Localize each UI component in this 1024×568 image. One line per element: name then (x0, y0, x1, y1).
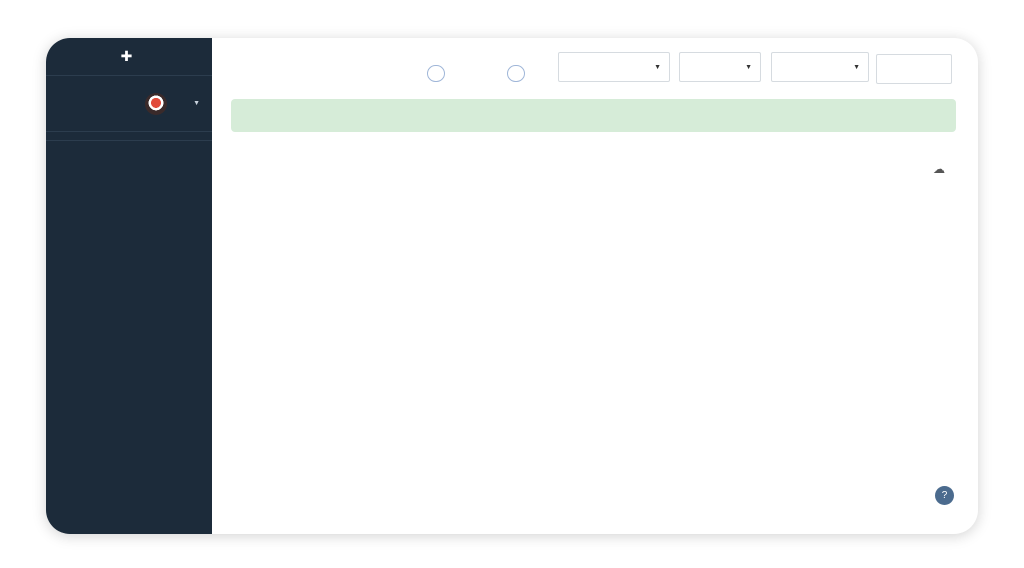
logo[interactable] (46, 38, 212, 76)
sidebar (46, 38, 212, 534)
chevron-down-icon: ▼ (853, 63, 860, 71)
currency-select[interactable] (679, 52, 761, 82)
app-window (46, 38, 978, 534)
help-icon[interactable]: ? (935, 486, 954, 505)
team-select[interactable] (558, 52, 670, 82)
user-menu[interactable] (46, 76, 212, 132)
notice-banner (231, 99, 956, 132)
avatar (145, 93, 167, 115)
cloud-download-icon[interactable]: ☁ (933, 162, 945, 176)
chevron-down-icon: ▼ (654, 63, 661, 71)
closing-extracts-button[interactable] (427, 65, 445, 82)
perimeter-select[interactable] (771, 52, 869, 82)
stafiz-logo-icon: ✚ (120, 48, 133, 64)
chevron-down-icon: ▼ (745, 63, 752, 71)
chevron-down-icon: ▼ (193, 100, 200, 107)
tutorial-button[interactable] (507, 65, 525, 82)
end-date-input[interactable] (876, 54, 952, 84)
toolbar (212, 38, 978, 86)
reporting-submenu (46, 132, 212, 141)
main-content (212, 38, 978, 534)
